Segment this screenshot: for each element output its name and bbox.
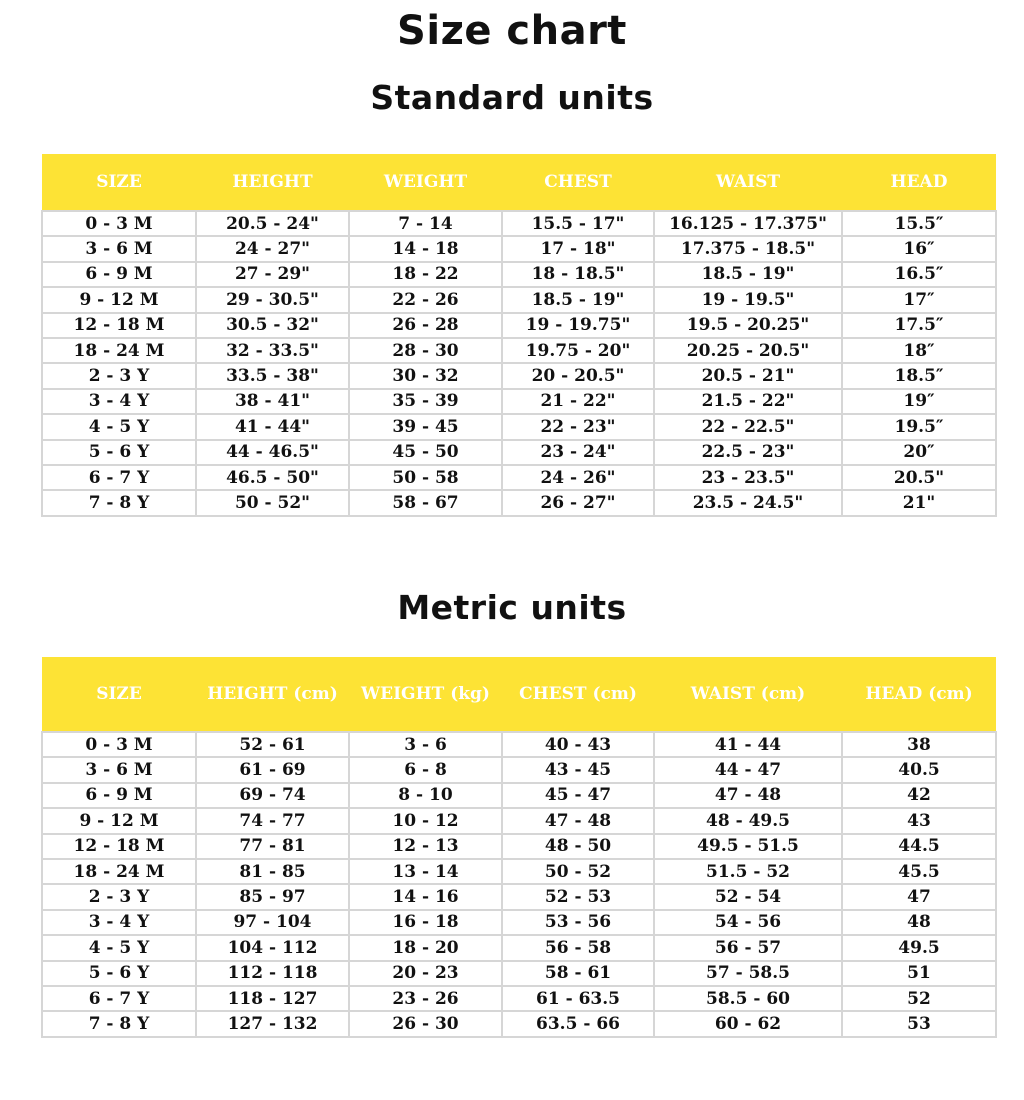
cell-height: 81 - 85: [196, 859, 349, 884]
cell-waist: 41 - 44: [654, 732, 842, 757]
cell-waist: 54 - 56: [654, 910, 842, 935]
table-row: [42, 732, 996, 757]
cell-height: 118 - 127: [196, 986, 349, 1011]
table-row: [42, 884, 996, 909]
cell-waist: 58.5 - 60: [654, 986, 842, 1011]
cell-head: 52: [842, 986, 996, 1011]
cell-head: 45.5: [842, 859, 996, 884]
header-weight: WEIGHT: [349, 154, 502, 211]
cell-height: 97 - 104: [196, 910, 349, 935]
table-row: [42, 808, 996, 833]
cell-waist: 48 - 49.5: [654, 808, 842, 833]
cell-size: 3 - 6 M: [42, 757, 196, 782]
cell-waist: 23 - 23.5": [654, 465, 842, 490]
cell-weight: 35 - 39: [349, 389, 502, 414]
cell-size: 9 - 12 M: [42, 287, 196, 312]
cell-weight: 50 - 58: [349, 465, 502, 490]
cell-waist: 51.5 - 52: [654, 859, 842, 884]
cell-chest: 18.5 - 19": [502, 287, 654, 312]
cell-weight: 13 - 14: [349, 859, 502, 884]
cell-size: 3 - 6 M: [42, 236, 196, 261]
metric-header-row: [42, 657, 996, 732]
cell-chest: 23 - 24": [502, 440, 654, 465]
cell-height: 50 - 52": [196, 490, 349, 515]
table-row: [42, 783, 996, 808]
cell-waist: 47 - 48: [654, 783, 842, 808]
cell-size: 6 - 7 Y: [42, 986, 196, 1011]
cell-chest: 52 - 53: [502, 884, 654, 909]
cell-height: 85 - 97: [196, 884, 349, 909]
cell-weight: 30 - 32: [349, 363, 502, 388]
header-size: SIZE: [42, 154, 196, 211]
cell-size: 6 - 9 M: [42, 262, 196, 287]
cell-head: 49.5: [842, 935, 996, 960]
cell-head: 44.5: [842, 834, 996, 859]
cell-chest: 17 - 18": [502, 236, 654, 261]
cell-height: 127 - 132: [196, 1011, 349, 1036]
cell-height: 69 - 74: [196, 783, 349, 808]
cell-height: 44 - 46.5": [196, 440, 349, 465]
table-row: [42, 465, 996, 490]
cell-head: 53: [842, 1011, 996, 1036]
cell-chest: 48 - 50: [502, 834, 654, 859]
cell-height: 77 - 81: [196, 834, 349, 859]
cell-head: 17″: [842, 287, 996, 312]
cell-waist: 19 - 19.5": [654, 287, 842, 312]
cell-weight: 6 - 8: [349, 757, 502, 782]
header-chest: CHEST: [502, 154, 654, 211]
cell-chest: 15.5 - 17": [502, 211, 654, 236]
cell-head: 42: [842, 783, 996, 808]
cell-head: 16.5″: [842, 262, 996, 287]
cell-waist: 20.25 - 20.5": [654, 338, 842, 363]
cell-chest: 63.5 - 66: [502, 1011, 654, 1036]
cell-weight: 20 - 23: [349, 961, 502, 986]
table-row: [42, 211, 996, 236]
cell-weight: 12 - 13: [349, 834, 502, 859]
cell-chest: 24 - 26": [502, 465, 654, 490]
cell-waist: 17.375 - 18.5": [654, 236, 842, 261]
cell-waist: 52 - 54: [654, 884, 842, 909]
cell-head: 21": [842, 490, 996, 515]
cell-head: 40.5: [842, 757, 996, 782]
cell-chest: 47 - 48: [502, 808, 654, 833]
cell-height: 104 - 112: [196, 935, 349, 960]
cell-height: 24 - 27": [196, 236, 349, 261]
table-row: [42, 910, 996, 935]
cell-weight: 23 - 26: [349, 986, 502, 1011]
cell-weight: 28 - 30: [349, 338, 502, 363]
metric-table-body: [42, 732, 996, 1037]
table-row: [42, 757, 996, 782]
cell-weight: 3 - 6: [349, 732, 502, 757]
cell-height: 61 - 69: [196, 757, 349, 782]
cell-size: 6 - 7 Y: [42, 465, 196, 490]
cell-weight: 14 - 16: [349, 884, 502, 909]
cell-chest: 26 - 27": [502, 490, 654, 515]
page-title: Size chart: [397, 8, 627, 54]
table-row: [42, 961, 996, 986]
cell-head: 18″: [842, 338, 996, 363]
cell-height: 41 - 44": [196, 414, 349, 439]
cell-weight: 16 - 18: [349, 910, 502, 935]
table-row: [42, 440, 996, 465]
cell-size: 18 - 24 M: [42, 859, 196, 884]
header-head: HEAD: [842, 154, 996, 211]
cell-waist: 57 - 58.5: [654, 961, 842, 986]
cell-head: 19.5″: [842, 414, 996, 439]
cell-height: 74 - 77: [196, 808, 349, 833]
cell-weight: 26 - 30: [349, 1011, 502, 1036]
cell-chest: 19.75 - 20": [502, 338, 654, 363]
standard-units-heading: Standard units: [370, 78, 654, 117]
cell-weight: 18 - 20: [349, 935, 502, 960]
cell-size: 3 - 4 Y: [42, 389, 196, 414]
cell-waist: 18.5 - 19": [654, 262, 842, 287]
cell-height: 46.5 - 50": [196, 465, 349, 490]
cell-head: 43: [842, 808, 996, 833]
header-chest: CHEST (cm): [502, 657, 654, 732]
cell-waist: 22 - 22.5": [654, 414, 842, 439]
cell-size: 2 - 3 Y: [42, 363, 196, 388]
table-row: [42, 1011, 996, 1036]
cell-waist: 16.125 - 17.375": [654, 211, 842, 236]
cell-head: 16″: [842, 236, 996, 261]
cell-size: 18 - 24 M: [42, 338, 196, 363]
cell-height: 20.5 - 24": [196, 211, 349, 236]
cell-height: 38 - 41": [196, 389, 349, 414]
cell-waist: 22.5 - 23": [654, 440, 842, 465]
cell-height: 33.5 - 38": [196, 363, 349, 388]
cell-weight: 45 - 50: [349, 440, 502, 465]
cell-weight: 22 - 26: [349, 287, 502, 312]
header-waist: WAIST (cm): [654, 657, 842, 732]
cell-waist: 23.5 - 24.5": [654, 490, 842, 515]
cell-size: 5 - 6 Y: [42, 440, 196, 465]
cell-chest: 45 - 47: [502, 783, 654, 808]
table-row: [42, 834, 996, 859]
cell-size: 4 - 5 Y: [42, 935, 196, 960]
header-height: HEIGHT (cm): [196, 657, 349, 732]
cell-weight: 18 - 22: [349, 262, 502, 287]
cell-weight: 39 - 45: [349, 414, 502, 439]
cell-size: 4 - 5 Y: [42, 414, 196, 439]
cell-head: 15.5″: [842, 211, 996, 236]
table-row: [42, 363, 996, 388]
cell-waist: 56 - 57: [654, 935, 842, 960]
header-height: HEIGHT: [196, 154, 349, 211]
table-row: [42, 414, 996, 439]
table-row: [42, 236, 996, 261]
metric-units-table: [41, 657, 997, 1038]
cell-head: 38: [842, 732, 996, 757]
cell-chest: 20 - 20.5": [502, 363, 654, 388]
cell-height: 52 - 61: [196, 732, 349, 757]
cell-size: 2 - 3 Y: [42, 884, 196, 909]
cell-head: 51: [842, 961, 996, 986]
header-waist: WAIST: [654, 154, 842, 211]
cell-weight: 10 - 12: [349, 808, 502, 833]
cell-size: 5 - 6 Y: [42, 961, 196, 986]
cell-height: 30.5 - 32": [196, 313, 349, 338]
cell-waist: 49.5 - 51.5: [654, 834, 842, 859]
cell-weight: 26 - 28: [349, 313, 502, 338]
cell-waist: 21.5 - 22": [654, 389, 842, 414]
cell-size: 0 - 3 M: [42, 732, 196, 757]
cell-head: 20″: [842, 440, 996, 465]
cell-size: 0 - 3 M: [42, 211, 196, 236]
standard-units-table: [41, 154, 997, 517]
cell-chest: 22 - 23": [502, 414, 654, 439]
cell-waist: 20.5 - 21": [654, 363, 842, 388]
cell-weight: 58 - 67: [349, 490, 502, 515]
cell-size: 3 - 4 Y: [42, 910, 196, 935]
table-row: [42, 262, 996, 287]
cell-head: 47: [842, 884, 996, 909]
table-row: [42, 287, 996, 312]
cell-head: 20.5": [842, 465, 996, 490]
table-row: [42, 338, 996, 363]
cell-weight: 14 - 18: [349, 236, 502, 261]
cell-size: 12 - 18 M: [42, 834, 196, 859]
metric-units-heading: Metric units: [397, 588, 627, 627]
cell-chest: 56 - 58: [502, 935, 654, 960]
cell-chest: 61 - 63.5: [502, 986, 654, 1011]
cell-size: 6 - 9 M: [42, 783, 196, 808]
table-row: [42, 490, 996, 515]
table-row: [42, 313, 996, 338]
cell-waist: 19.5 - 20.25": [654, 313, 842, 338]
cell-chest: 50 - 52: [502, 859, 654, 884]
standard-table-body: [42, 211, 996, 516]
cell-chest: 58 - 61: [502, 961, 654, 986]
cell-chest: 43 - 45: [502, 757, 654, 782]
cell-waist: 60 - 62: [654, 1011, 842, 1036]
table-row: [42, 389, 996, 414]
cell-chest: 40 - 43: [502, 732, 654, 757]
header-head: HEAD (cm): [842, 657, 996, 732]
cell-head: 48: [842, 910, 996, 935]
cell-size: 7 - 8 Y: [42, 490, 196, 515]
table-row: [42, 986, 996, 1011]
cell-height: 112 - 118: [196, 961, 349, 986]
cell-chest: 53 - 56: [502, 910, 654, 935]
cell-weight: 8 - 10: [349, 783, 502, 808]
cell-chest: 21 - 22": [502, 389, 654, 414]
cell-head: 17.5″: [842, 313, 996, 338]
cell-height: 27 - 29": [196, 262, 349, 287]
cell-waist: 44 - 47: [654, 757, 842, 782]
cell-weight: 7 - 14: [349, 211, 502, 236]
cell-height: 29 - 30.5": [196, 287, 349, 312]
cell-chest: 18 - 18.5": [502, 262, 654, 287]
header-weight: WEIGHT (kg): [349, 657, 502, 732]
header-size: SIZE: [42, 657, 196, 732]
table-row: [42, 859, 996, 884]
cell-size: 7 - 8 Y: [42, 1011, 196, 1036]
cell-chest: 19 - 19.75": [502, 313, 654, 338]
cell-size: 9 - 12 M: [42, 808, 196, 833]
standard-header-row: [42, 154, 996, 211]
cell-head: 19″: [842, 389, 996, 414]
cell-head: 18.5″: [842, 363, 996, 388]
cell-size: 12 - 18 M: [42, 313, 196, 338]
table-row: [42, 935, 996, 960]
cell-height: 32 - 33.5": [196, 338, 349, 363]
